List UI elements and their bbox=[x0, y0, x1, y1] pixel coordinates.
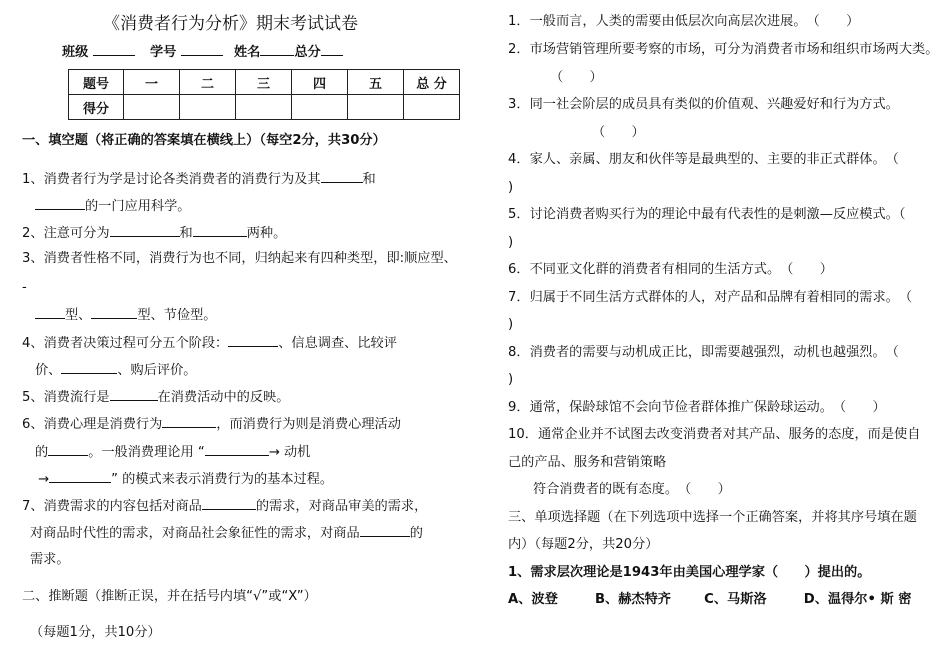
score-cell bbox=[404, 95, 460, 120]
s1-q5: 5、消费流行是 在消费活动中的反映。 bbox=[22, 390, 290, 405]
option-a: A、波登 bbox=[508, 592, 558, 607]
score-table-score-row bbox=[69, 95, 460, 120]
column-2: 二 bbox=[180, 70, 236, 95]
s2-item-3-bracket: （ ） bbox=[592, 125, 645, 140]
s2-item-8: 8．消费者的需要与动机成正比，即需要越强烈，动机也越强烈。 （ bbox=[508, 345, 899, 360]
s2-item-7: 7．归属于不同生活方式群体的人，对产品和品牌有着相同的需求。 （ bbox=[508, 290, 912, 305]
column-5: 五 bbox=[348, 70, 404, 95]
s1-q1-line1: 1、消费者行为学是讨论各类消费者的消费行为及其 和 bbox=[22, 172, 376, 187]
s2-item-4: 4．家人、亲属、朋友和伙伴等是最典型的、主要的非正式群体。 （ bbox=[508, 152, 899, 167]
s3-q1: 1、需求层次理论是1943年由美国心理学家（ ）提出的。 bbox=[508, 565, 871, 580]
name-field: 姓名 总分 bbox=[234, 43, 343, 61]
column-1: 一 bbox=[124, 70, 180, 95]
s2-item-7-close: ) bbox=[508, 317, 514, 332]
option-d: D、温得尔• 斯 密 bbox=[803, 592, 912, 607]
class-field: 班级 bbox=[62, 43, 135, 61]
section2-heading: 二、推断题（推断正误，并在括号内填“√”或“X”） bbox=[22, 589, 317, 604]
s2-item-4-close: ) bbox=[508, 180, 514, 195]
s1-q6-line3: → ” 的模式来表示消费行为的基本过程。 bbox=[38, 472, 334, 487]
score-cell bbox=[348, 95, 404, 120]
option-c: C、马斯洛 bbox=[704, 592, 767, 607]
page-title: 《消费者行为分析》期末考试试卷 bbox=[103, 14, 358, 34]
s1-q4-line1: 4、消费者决策过程可分五个阶段： 、信息调查、比较评 bbox=[22, 336, 397, 351]
section3-heading-cont: 内）（每题2分，共20分） bbox=[508, 537, 659, 552]
s2-item-10-line1: 10．通常企业并不试图去改变消费者对其产品、服务的态度，而是使自 bbox=[508, 427, 921, 442]
s1-q6-line1: 6、消费心理是消费行为 ，而消费行为则是消费心理活动 bbox=[22, 417, 401, 432]
score-table bbox=[68, 69, 460, 120]
s1-q7-line3: 需求。 bbox=[30, 552, 70, 567]
score-label: 得分 bbox=[69, 95, 124, 120]
s1-q7-line2: 对商品时代性的需求，对商品社会象征性的需求，对商品 的 bbox=[30, 526, 423, 541]
option-b: B、赫杰特齐 bbox=[594, 592, 671, 607]
section1-heading: 一、填空题（将正确的答案填在横线上）（每空2分，共30分） bbox=[22, 133, 386, 148]
s2-item-5: 5．讨论消费者购买行为的理论中最有代表性的是刺激—反应模式。（ bbox=[508, 207, 906, 222]
question-number-label: 题号 bbox=[69, 70, 124, 95]
s2-item-6: 6．不同亚文化群的消费者有相同的生活方式。 （ ） bbox=[508, 262, 833, 277]
score-cell bbox=[180, 95, 236, 120]
s2-item-9: 9．通常，保龄球馆不会向节俭者群体推广保龄球运动。 （ ） bbox=[508, 400, 886, 415]
column-4: 四 bbox=[292, 70, 348, 95]
s2-item-3: 3．同一社会阶层的成员具有类似的价值观、兴趣爱好和行为方式。 bbox=[508, 97, 899, 112]
s2-item-10-line3: 符合消费者的既有态度。 （ ） bbox=[533, 482, 731, 497]
section2-score-note: （每题1分，共10分） bbox=[30, 625, 161, 640]
score-cell bbox=[124, 95, 180, 120]
s2-item-8-close: ) bbox=[508, 372, 514, 387]
section3-heading: 三、单项选择题（在下列选项中选择一个正确答案，并将其序号填在题 bbox=[508, 510, 917, 525]
s2-item-2: 2．市场营销管理所要考察的市场，可分为消费者市场和组织市场两大类。 bbox=[508, 42, 939, 57]
score-table-header-row bbox=[69, 70, 460, 95]
s1-q2: 2、注意可分为 和 两种。 bbox=[22, 226, 287, 241]
s2-item-1: 1．一般而言，人类的需要由低层次向高层次进展。 （ ） bbox=[508, 14, 860, 29]
score-cell bbox=[292, 95, 348, 120]
column-3: 三 bbox=[236, 70, 292, 95]
s2-item-5-close: ) bbox=[508, 235, 514, 250]
s1-q7-line1: 7、消费需求的内容包括对商品 的需求，对商品审美的需求， bbox=[22, 499, 428, 514]
s1-q1-line2: 的一门应用科学。 bbox=[35, 197, 191, 215]
column-total: 总 分 bbox=[404, 70, 460, 95]
s1-q6-line2: 的 。一般消费理论用 “ → 动机 bbox=[35, 445, 311, 460]
student-id-field: 学号 bbox=[150, 43, 223, 61]
s2-item-2-bracket: （ ） bbox=[550, 70, 603, 85]
s2-item-10-line2: 己的产品、服务和营销策略 bbox=[508, 455, 667, 470]
s1-q3-dash: - bbox=[22, 280, 27, 295]
score-cell bbox=[236, 95, 292, 120]
s1-q3-line2: 型、 型、节俭型。 bbox=[35, 306, 217, 324]
s1-q3-line1: 3、消费者性格不同，消费行为也不同，归纳起来有四种类型，即:顺应型、 bbox=[22, 251, 457, 266]
s1-q4-line2: 价、 、购后评价。 bbox=[35, 363, 197, 378]
s3-q1-options bbox=[508, 592, 911, 608]
